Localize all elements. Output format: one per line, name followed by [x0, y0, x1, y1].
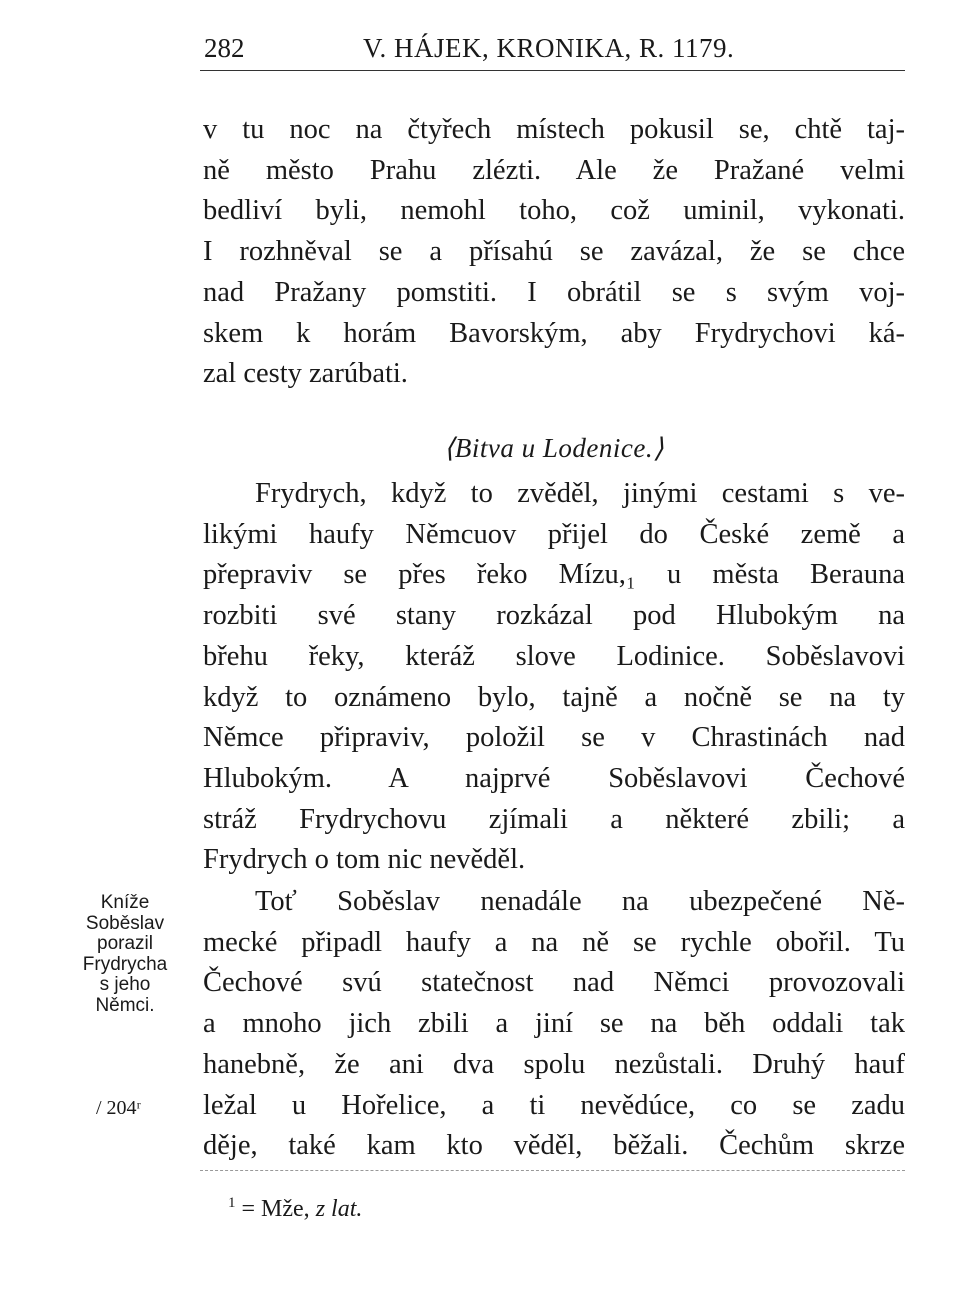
text-line: ležal u Hořelice, a ti nevědúce, co se zadu	[203, 1089, 905, 1121]
margin-note	[60, 893, 190, 1016]
text-line: bedliví byli, nemohl toho, což uminil, vykonati.	[203, 195, 905, 227]
running-header	[204, 30, 904, 70]
text-line: Toť Soběslav nenadále na ubezpečené Ně-	[255, 886, 905, 917]
footnote	[228, 1188, 362, 1224]
text-line: a mnoho jich zbili a jiní se na běh oddali tak	[203, 1008, 905, 1040]
text-line: rozbiti své stany rozkázal pod Hlubokým na	[203, 600, 905, 632]
text-line: skem k horám Bavorským, aby Frydrychovi ká-	[203, 317, 905, 349]
header-rule	[200, 70, 905, 71]
margin-note-line: porazil	[97, 933, 153, 954]
text-line: I rozhněval se a přísahú se zavázal, že se chce	[203, 236, 905, 268]
text-line: stráž Frydrychovu zjímali a některé zbili; a	[203, 803, 905, 835]
text-line: Frydrych o tom nic nevěděl.	[203, 844, 526, 876]
text-line: nad Pražany pomstiti. I obrátil se s svým voj-	[203, 276, 905, 308]
page-number: 282	[204, 33, 245, 63]
footnote-rule	[200, 1170, 905, 1171]
text-line: zal cesty zarúbati.	[203, 358, 408, 390]
paragraph-1	[203, 110, 905, 395]
text-line: Frydrych, když to zvěděl, jinými cestami s ve-	[255, 478, 905, 509]
text-line: Hlubokým. A najprvé Soběslavovi Čechové	[203, 762, 905, 794]
margin-note-line: Soběslav	[85, 912, 165, 934]
text-line: děje, také kam kto věděl, běžali. Čechům skrze	[203, 1130, 905, 1162]
text-line: když to oznámeno bylo, tajně a nočně se na ty	[203, 681, 905, 713]
text-line: v tu noc na čtyřech místech pokusil se, chtě taj-	[203, 114, 905, 145]
footnote-text: = Mže,	[241, 1196, 316, 1222]
margin-note-line: s jeho	[99, 974, 151, 995]
margin-note-line: Frydrycha	[82, 953, 168, 975]
paragraph-2	[203, 474, 905, 881]
text-line: ně město Prahu zlézti. Ale že Pražané velmi	[203, 154, 905, 186]
text-line: břehu řeky, kteráž slove Lodinice. Soběslavovi	[203, 640, 905, 672]
paragraph-3	[203, 882, 905, 1167]
margin-note-line: Kníže	[100, 892, 150, 913]
running-title: V. HÁJEK, KRONIKA, R. 1179.	[363, 33, 735, 63]
text-line: Němce připraviv, položil se v Chrastinách nad	[203, 722, 905, 754]
text-line: Čechové svú statečnost nad Němci provozovali	[203, 967, 905, 999]
text-line: přepraviv se přes řeko Mízu,₁ u města Berauna	[203, 559, 905, 591]
folio-mark: / 204ʳ	[96, 1097, 141, 1119]
text-line: mecké připadl haufy a na ně se rychle obořil. Tu	[203, 926, 905, 958]
section-heading: ⟨Bitva u Lodenice.⟩	[443, 433, 665, 463]
footnote-marker: 1	[228, 1195, 236, 1211]
margin-note-line: Němci.	[95, 994, 155, 1016]
footnote-italic: z lat.	[315, 1196, 363, 1222]
text-line: likými haufy Němcuov přijel do České země a	[203, 518, 905, 550]
text-line: hanebně, že ani dva spolu nezůstali. Druhý hauf	[203, 1048, 905, 1080]
